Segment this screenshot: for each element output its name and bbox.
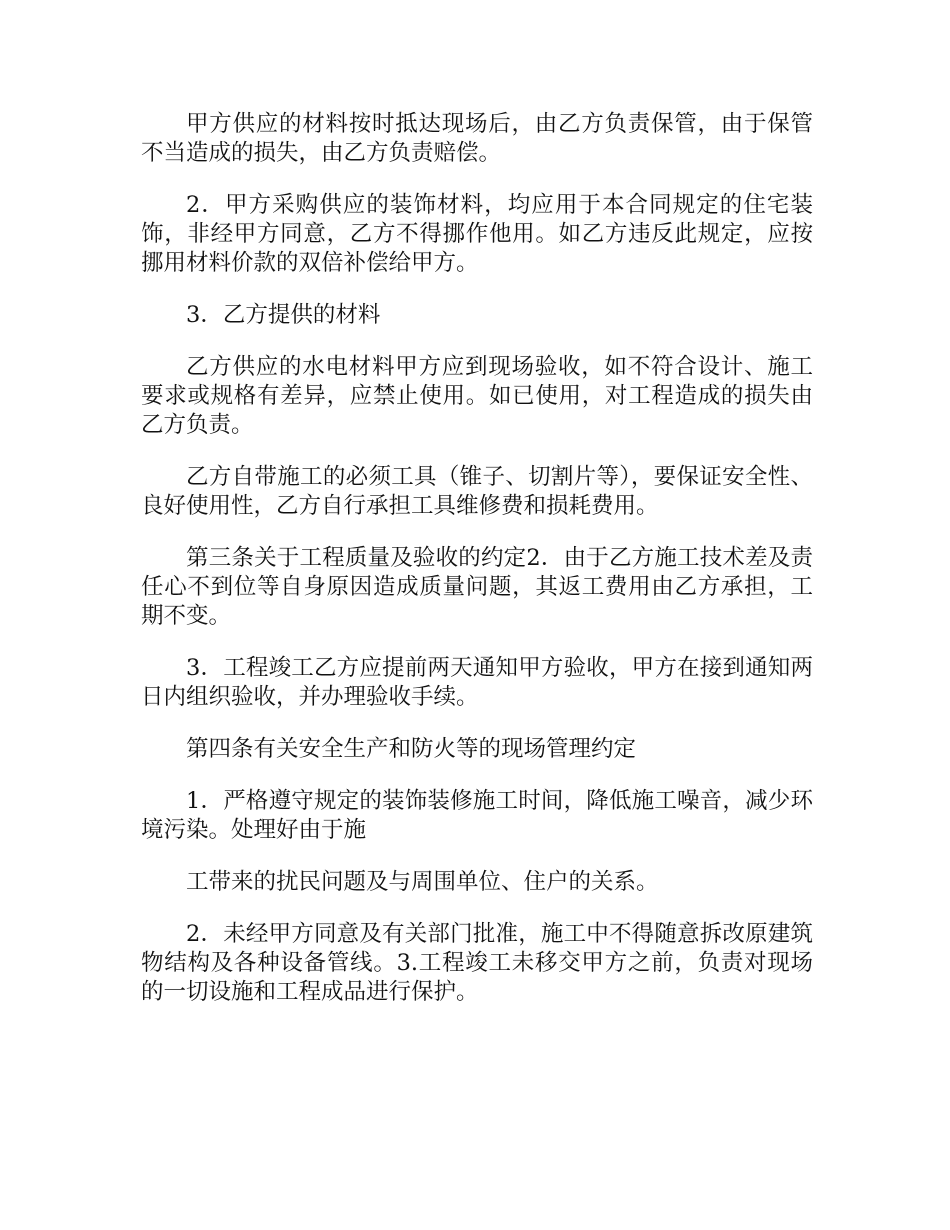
document-body [141,110,813,1030]
paragraph-completion-inspection: 3．工程竣工乙方应提前两天通知甲方验收，甲方在接到通知两日内组织验收，并办理验收手续。 [141,655,813,710]
paragraph-structural-changes: 2．未经甲方同意及有关部门批准，施工中不得随意拆改原建筑物结构及各种设备管线。3.工程竣工未移交甲方之前，负责对现场的一切设施和工程成品进行保护。 [141,921,813,1005]
paragraph-article-3-quality: 第三条关于工程质量及验收的约定2．由于乙方施工技术差及责任心不到位等自身原因造成质量问题，其返工费用由乙方承担，工期不变。 [141,545,813,629]
paragraph-clause-2-materials-use: 2．甲方采购供应的装饰材料，均应用于本合同规定的住宅装饰，非经甲方同意，乙方不得挪作他用。如乙方违反此规定，应按挪用材料价款的双倍补偿给甲方。 [141,192,813,276]
paragraph-plumbing-electrical-inspection: 乙方供应的水电材料甲方应到现场验收，如不符合设计、施工要求或规格有差异，应禁止使用。如已使用，对工程造成的损失由乙方负责。 [141,354,813,438]
paragraph-material-custody: 甲方供应的材料按时抵达现场后，由乙方负责保管，由于保管不当造成的损失，由乙方负责赔偿。 [141,111,813,166]
paragraph-construction-hours-continued: 工带来的扰民问题及与周围单位、住户的关系。 [186,869,659,895]
paragraph-tools: 乙方自带施工的必须工具（锥子、切割片等），要保证安全性、良好使用性，乙方自行承担工具维修费和损耗费用。 [141,464,813,519]
paragraph-clause-3-heading: 3．乙方提供的材料 [186,302,381,328]
paragraph-construction-hours: 1．严格遵守规定的装饰装修施工时间，降低施工噪音，减少环境污染。处理好由于施 [141,788,813,843]
paragraph-article-4-heading: 第四条有关安全生产和防火等的现场管理约定 [186,736,637,762]
